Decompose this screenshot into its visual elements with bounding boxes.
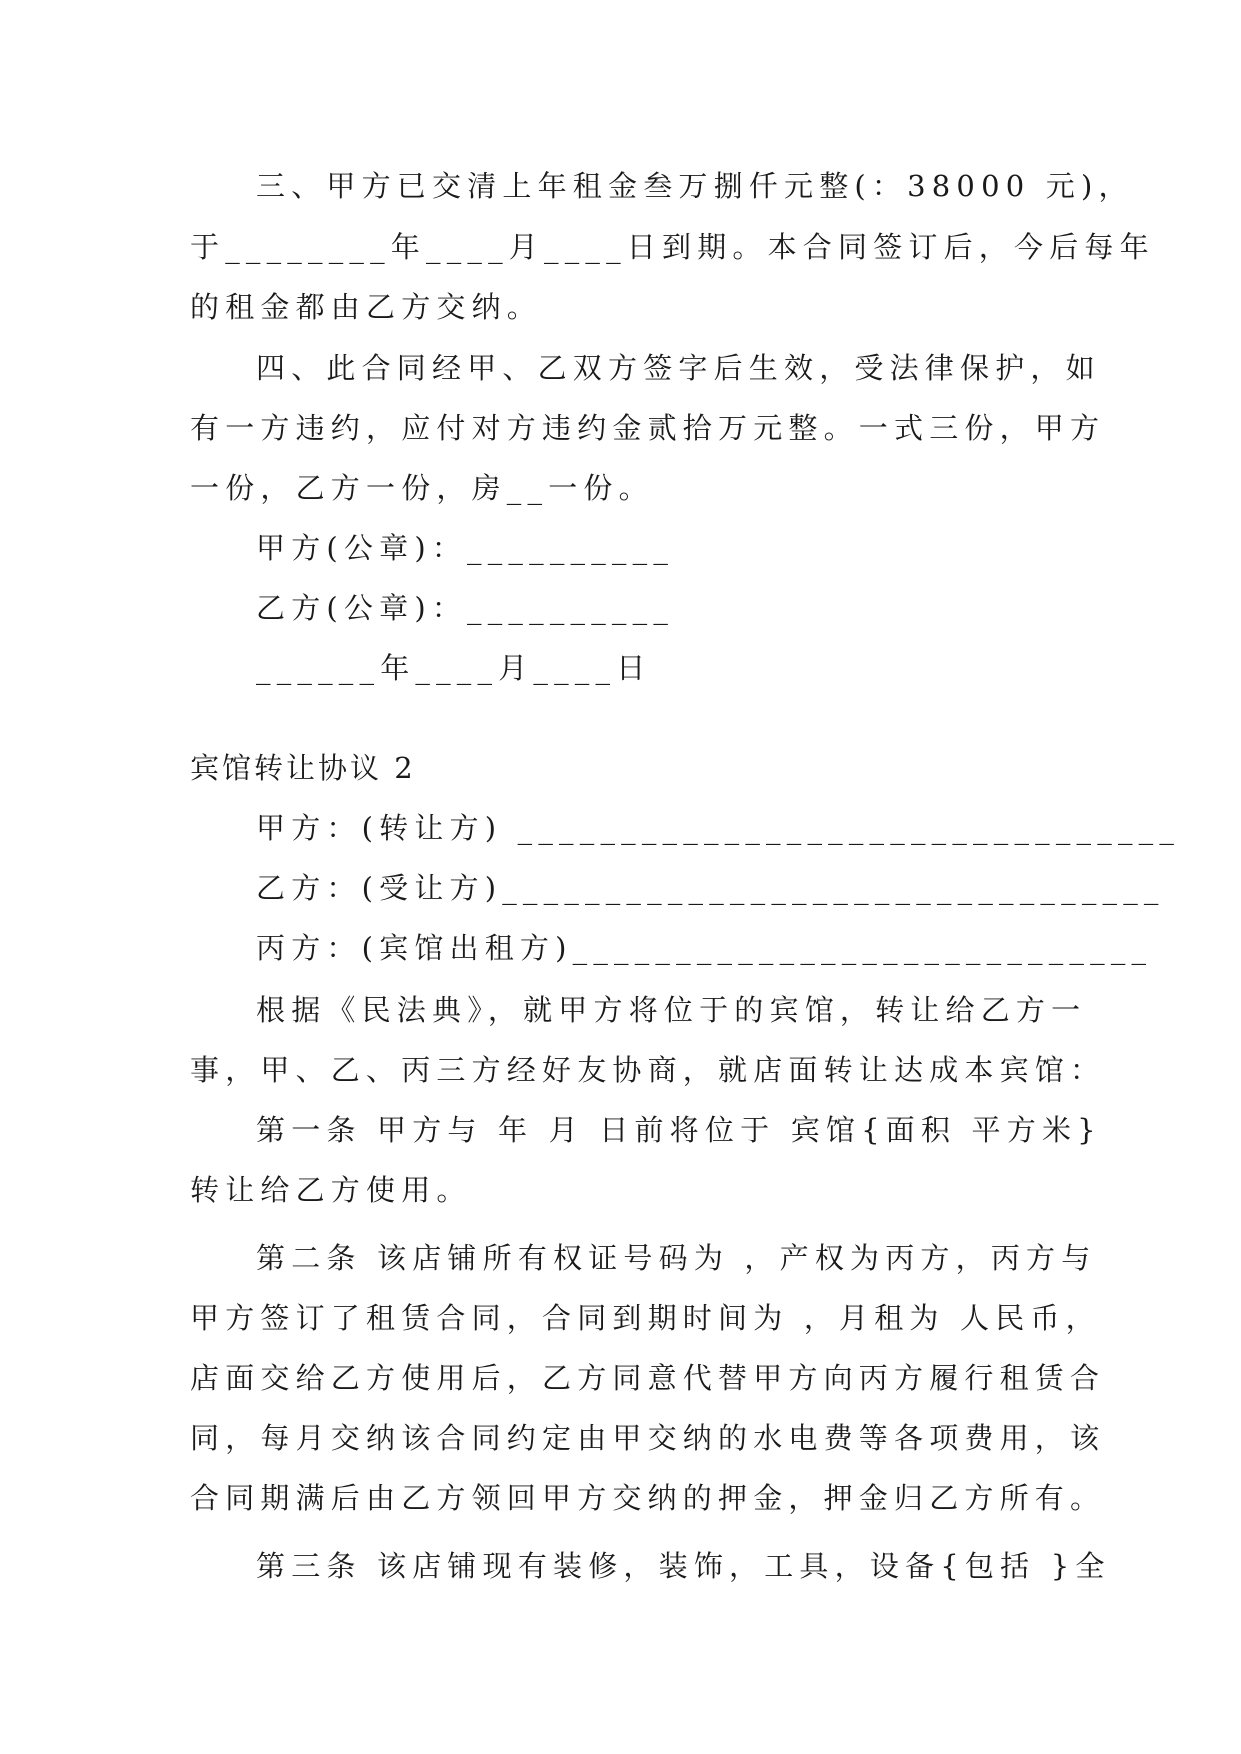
preamble-line-1: 根据《民法典》，就甲方将位于的宾馆，转让给乙方一 — [256, 993, 1087, 1027]
article-2-line-2: 甲方签订了租赁合同，合同到期时间为 ，月租为 人民币， — [190, 1301, 1101, 1335]
party-a-line: 甲方：(转让方) ________________________________ — [256, 811, 1181, 845]
preamble-line-2: 事，甲、乙、丙三方经好友协商，就店面转让达成本宾馆： — [190, 1053, 1106, 1087]
paragraph-3-line-2: 于________年____月____日到期。本合同签订后，今后每年 — [190, 230, 1155, 264]
article-2-line-4: 同，每月交纳该合同约定由甲交纳的水电费等各项费用，该 — [190, 1421, 1106, 1455]
article-1-line-1: 第一条 甲方与 年 月 日前将位于 宾馆{面积 平方米} — [256, 1113, 1102, 1147]
paragraph-4-line-3: 一份，乙方一份，房__一份。 — [190, 471, 654, 505]
article-2-line-3: 店面交给乙方使用后，乙方同意代替甲方向丙方履行租赁合 — [190, 1361, 1106, 1395]
paragraph-4-line-1: 四、此合同经甲、乙双方签字后生效，受法律保护，如 — [256, 351, 1101, 385]
party-a-seal-line: 甲方(公章)：__________ — [256, 531, 675, 565]
paragraph-3-line-3: 的租金都由乙方交纳。 — [190, 290, 543, 324]
party-b-line: 乙方：(受让方)________________________________ — [256, 871, 1165, 905]
paragraph-4-line-2: 有一方违约，应付对方违约金贰拾万元整。一式三份，甲方 — [190, 411, 1106, 445]
article-3-line-1: 第三条 该店铺现有装修，装饰，工具，设备{包括 }全 — [256, 1549, 1111, 1583]
party-c-line: 丙方：(宾馆出租方)____________________________ — [256, 931, 1153, 965]
article-2-line-1: 第二条 该店铺所有权证号码为 ，产权为丙方，丙方与 — [256, 1241, 1097, 1275]
article-2-line-5: 合同期满后由乙方领回甲方交纳的押金，押金归乙方所有。 — [190, 1481, 1106, 1515]
signing-date-line: ______年____月____日 — [256, 651, 652, 685]
article-1-line-2: 转让给乙方使用。 — [190, 1173, 472, 1207]
party-b-seal-line: 乙方(公章)：__________ — [256, 591, 675, 625]
paragraph-3-line-1: 三、甲方已交清上年租金叁万捌仟元整(：38000 元)， — [256, 169, 1134, 203]
agreement-title: 宾馆转让协议 2 — [190, 751, 416, 785]
